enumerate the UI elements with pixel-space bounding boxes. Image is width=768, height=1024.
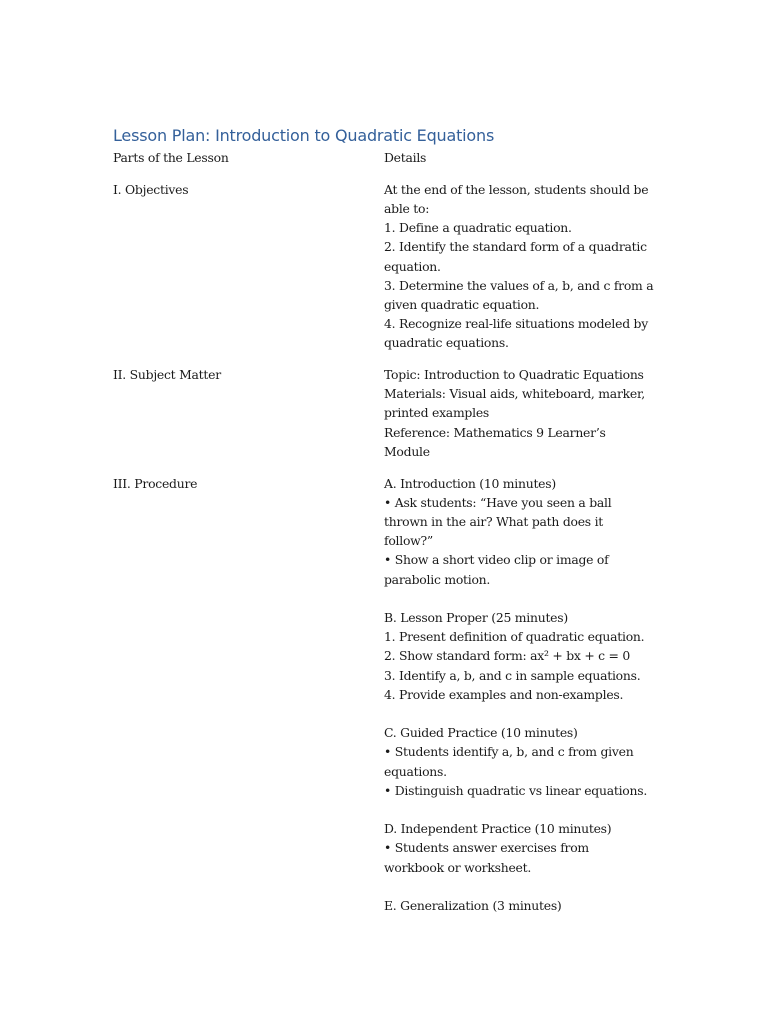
header-parts-of-lesson: Parts of the Lesson (113, 150, 229, 165)
lesson-part-label: I. Objectives (113, 181, 189, 197)
detail-line: 3. Determine the values of a, b, and c from a (384, 277, 654, 293)
detail-line: • Show a short video clip or image of (384, 552, 609, 568)
detail-line: workbook or worksheet. (384, 859, 532, 875)
detail-line: 2. Show standard form: ax² + bx + c = 0 (384, 648, 630, 664)
detail-line: 3. Identify a, b, and c in sample equations. (384, 667, 641, 683)
detail-line: equations. (384, 763, 447, 779)
detail-line: printed examples (384, 405, 490, 421)
detail-line: • Students identify a, b, and c from given (384, 744, 634, 760)
lesson-part-label: III. Procedure (113, 475, 198, 491)
detail-line: • Students answer exercises from (384, 840, 589, 856)
detail-line: Reference: Mathematics 9 Learner’s (384, 424, 606, 440)
detail-line: given quadratic equation. (384, 296, 540, 312)
detail-line: B. Lesson Proper (25 minutes) (384, 609, 568, 625)
detail-line: 4. Recognize real-life situations modeled by (384, 316, 648, 332)
table-row-objectives (113, 180, 653, 353)
detail-line: 1. Present definition of quadratic equation. (384, 629, 645, 645)
detail-line: E. Generalization (3 minutes) (384, 897, 562, 913)
detail-line: 2. Identify the standard form of a quadratic (384, 239, 647, 255)
detail-line: C. Guided Practice (10 minutes) (384, 725, 578, 741)
detail-line: 1. Define a quadratic equation. (384, 220, 572, 236)
detail-line: 4. Provide examples and non-examples. (384, 686, 624, 702)
detail-line: Module (384, 443, 430, 459)
table-body (113, 180, 653, 915)
table-row-procedure (113, 474, 653, 916)
detail-line: equation. (384, 258, 441, 274)
paragraph-spacer (384, 800, 646, 819)
lesson-part-details (384, 180, 654, 353)
detail-line: thrown in the air? What path does it (384, 513, 604, 529)
detail-line: D. Independent Practice (10 minutes) (384, 821, 612, 837)
detail-line: quadratic equations. (384, 335, 509, 351)
lesson-part-label: II. Subject Matter (113, 367, 221, 383)
detail-line: Topic: Introduction to Quadratic Equations (384, 367, 644, 383)
detail-line: Materials: Visual aids, whiteboard, marker, (384, 386, 645, 402)
detail-line: parabolic motion. (384, 571, 491, 587)
paragraph-spacer (384, 704, 646, 723)
detail-line: A. Introduction (10 minutes) (384, 475, 556, 491)
document-title: Lesson Plan: Introduction to Quadratic Equations (113, 126, 495, 145)
paragraph-spacer (384, 589, 646, 608)
table-header-row (113, 148, 653, 167)
detail-line: able to: (384, 200, 430, 216)
detail-line: At the end of the lesson, students should be (384, 181, 649, 197)
paragraph-spacer (384, 877, 646, 896)
table-row-subject-matter (113, 365, 653, 461)
detail-line: • Ask students: “Have you seen a ball (384, 494, 612, 510)
lesson-part-details (384, 474, 646, 916)
header-details: Details (384, 150, 427, 165)
lesson-plan-table (113, 148, 653, 915)
detail-line: follow?” (384, 533, 434, 549)
lesson-part-details (384, 365, 646, 461)
detail-line: • Distinguish quadratic vs linear equations. (384, 782, 648, 798)
